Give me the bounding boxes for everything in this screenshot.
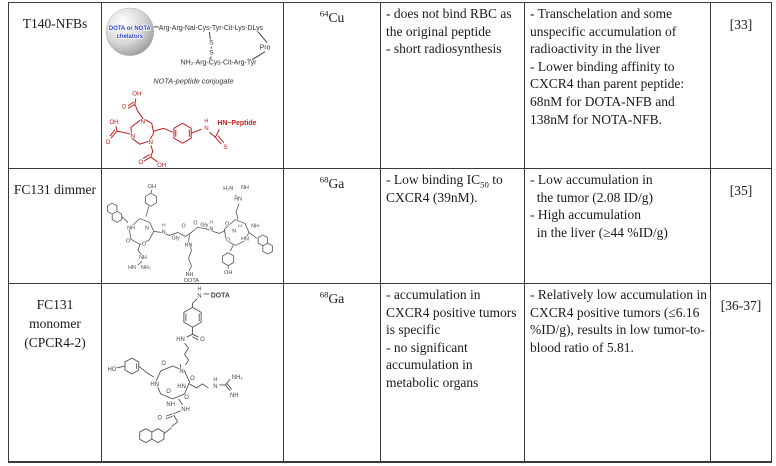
svg-text:Pro: Pro	[259, 44, 271, 52]
svg-text:NH: NH	[139, 255, 147, 262]
svg-text:O: O	[166, 388, 171, 395]
svg-text:Gly: Gly	[200, 222, 209, 229]
svg-text:NH: NH	[241, 184, 249, 191]
svg-text:O: O	[161, 361, 166, 368]
svg-text:OH: OH	[109, 119, 119, 127]
svg-text:N: N	[179, 368, 184, 375]
svg-text:O: O	[125, 238, 131, 245]
structure-atom-labels	[126, 184, 259, 283]
reference-citation: [35]	[711, 169, 771, 284]
svg-text:N: N	[197, 293, 202, 300]
svg-text:N: N	[130, 133, 136, 141]
svg-text:HN: HN	[177, 383, 186, 390]
svg-text:H: H	[238, 224, 242, 230]
svg-text:S: S	[209, 49, 214, 57]
svg-text:O: O	[226, 237, 231, 244]
svg-text:NH: NH	[127, 225, 135, 232]
svg-text:OH: OH	[224, 270, 233, 277]
svg-text:N: N	[209, 226, 214, 233]
svg-text:DOTA or NOTA: DOTA or NOTA	[108, 25, 151, 32]
svg-text:S: S	[223, 144, 228, 152]
svg-text:H: H	[161, 223, 166, 229]
svg-text:O: O	[105, 139, 111, 147]
svg-text:O: O	[193, 220, 198, 227]
svg-text:NH₂-Arg-Cys-Cit-Arg-Tyr: NH₂-Arg-Cys-Cit-Arg-Tyr	[180, 59, 257, 67]
svg-text:O: O	[181, 223, 186, 230]
svg-text:H: H	[209, 220, 214, 226]
svg-text:O: O	[200, 337, 205, 344]
radiotracer-comparison-table	[8, 2, 772, 463]
structure-atom-labels	[107, 286, 243, 421]
structure-cell	[102, 284, 284, 461]
svg-text:NH: NH	[229, 392, 239, 399]
svg-text:H: H	[213, 376, 218, 383]
structure-cell	[102, 169, 284, 284]
svg-text:OH: OH	[157, 162, 167, 168]
svg-text:HN: HN	[234, 196, 242, 203]
svg-text:H₂N: H₂N	[223, 185, 234, 192]
compound-name: FC131 dimmer	[9, 169, 102, 284]
svg-text:HN: HN	[150, 381, 160, 388]
svg-text:N: N	[148, 139, 153, 147]
svg-text:HO: HO	[107, 367, 117, 374]
disadvantages-cell: - Low accumulation in the tumor (2.08 ID/g) - High accumulation in the liver (≥44 %ID/g)	[525, 169, 711, 284]
svg-text:O: O	[138, 159, 144, 167]
svg-text:NH: NH	[185, 272, 194, 279]
svg-text:N: N	[140, 118, 146, 126]
svg-text:NH: NH	[166, 401, 175, 408]
svg-text:Gly: Gly	[171, 235, 180, 242]
svg-text:NH₂: NH₂	[231, 374, 243, 381]
svg-text:O: O	[157, 415, 163, 422]
svg-text:O: O	[121, 103, 127, 111]
disadvantages-cell: - Relatively low accumulation in CXCR4 positive tumors (≤6.16 %ID/g), results in low tumor-to- blood ratio of 5.81.	[525, 284, 711, 461]
svg-text:N: N	[144, 225, 149, 232]
isotope-label: $^{68}$Ga	[284, 169, 381, 284]
svg-text:HN: HN	[176, 337, 185, 344]
t140-nfb-structure-diagram	[102, 3, 283, 168]
svg-text:NH₂: NH₂	[141, 265, 151, 272]
svg-text:DOTA: DOTA	[184, 278, 200, 283]
disadvantages-cell: - Transchelation and some unspecific accumulation of radioactivity in the liver - Lower binding affinity to CXCR4 than parent peptide: 68nM for DOTA-NFB and 138nM for NOTA-NFB.	[525, 3, 711, 169]
svg-text:N: N	[161, 229, 166, 236]
svg-text:HN: HN	[184, 242, 193, 249]
svg-text:HN−Peptide: HN−Peptide	[217, 120, 257, 128]
svg-text:OH: OH	[147, 183, 157, 190]
svg-text:O: O	[141, 241, 147, 248]
compound-name: T140-NFBs	[9, 3, 102, 169]
structure-cell	[102, 3, 284, 169]
svg-text:Arg-Arg-Nal-Cys-Tyr-Cit-Lys-DL: Arg-Arg-Nal-Cys-Tyr-Cit-Lys-DLys	[158, 24, 264, 32]
fc131-dimer-structure-diagram	[102, 169, 283, 283]
compound-name: FC131 monomer (CPCR4-2)	[9, 284, 102, 461]
advantages-cell: - Low binding $IC_{50}$ to CXCR4 (39nM).	[381, 169, 525, 284]
svg-text:O: O	[225, 221, 230, 228]
svg-text:O: O	[184, 394, 189, 401]
advantages-cell: - does not bind RBC as the original peptide - short radiosynthesis	[381, 3, 525, 169]
advantages-cell: - accumulation in CXCR4 positive tumors is specific - no significant accumulation in metabolic organs	[381, 284, 525, 461]
svg-text:N: N	[204, 125, 209, 133]
svg-text:HN: HN	[241, 236, 249, 243]
fc131-monomer-structure-diagram	[102, 284, 283, 461]
svg-text:DOTA: DOTA	[210, 292, 230, 300]
isotope-label: $^{64}$Cu	[284, 3, 381, 169]
svg-text:H: H	[197, 286, 202, 293]
reference-citation: [36-37]	[720, 298, 762, 313]
reference-citation: [33]	[711, 3, 771, 169]
isotope-label: $^{68}$Ga	[284, 284, 381, 461]
monomer-bonds	[116, 294, 232, 443]
svg-text:HN: HN	[128, 265, 136, 272]
svg-text:NH: NH	[251, 223, 259, 230]
svg-text:N: N	[213, 383, 218, 390]
svg-text:N: N	[232, 228, 237, 235]
svg-text:O: O	[190, 375, 195, 382]
svg-text:H: H	[204, 118, 209, 125]
svg-text:NH: NH	[181, 406, 190, 413]
svg-text:chelators: chelators	[116, 33, 144, 40]
svg-text:S: S	[209, 39, 214, 47]
svg-text:NOTA-peptide conjugate: NOTA-peptide conjugate	[153, 76, 234, 86]
svg-text:OH: OH	[132, 90, 142, 98]
